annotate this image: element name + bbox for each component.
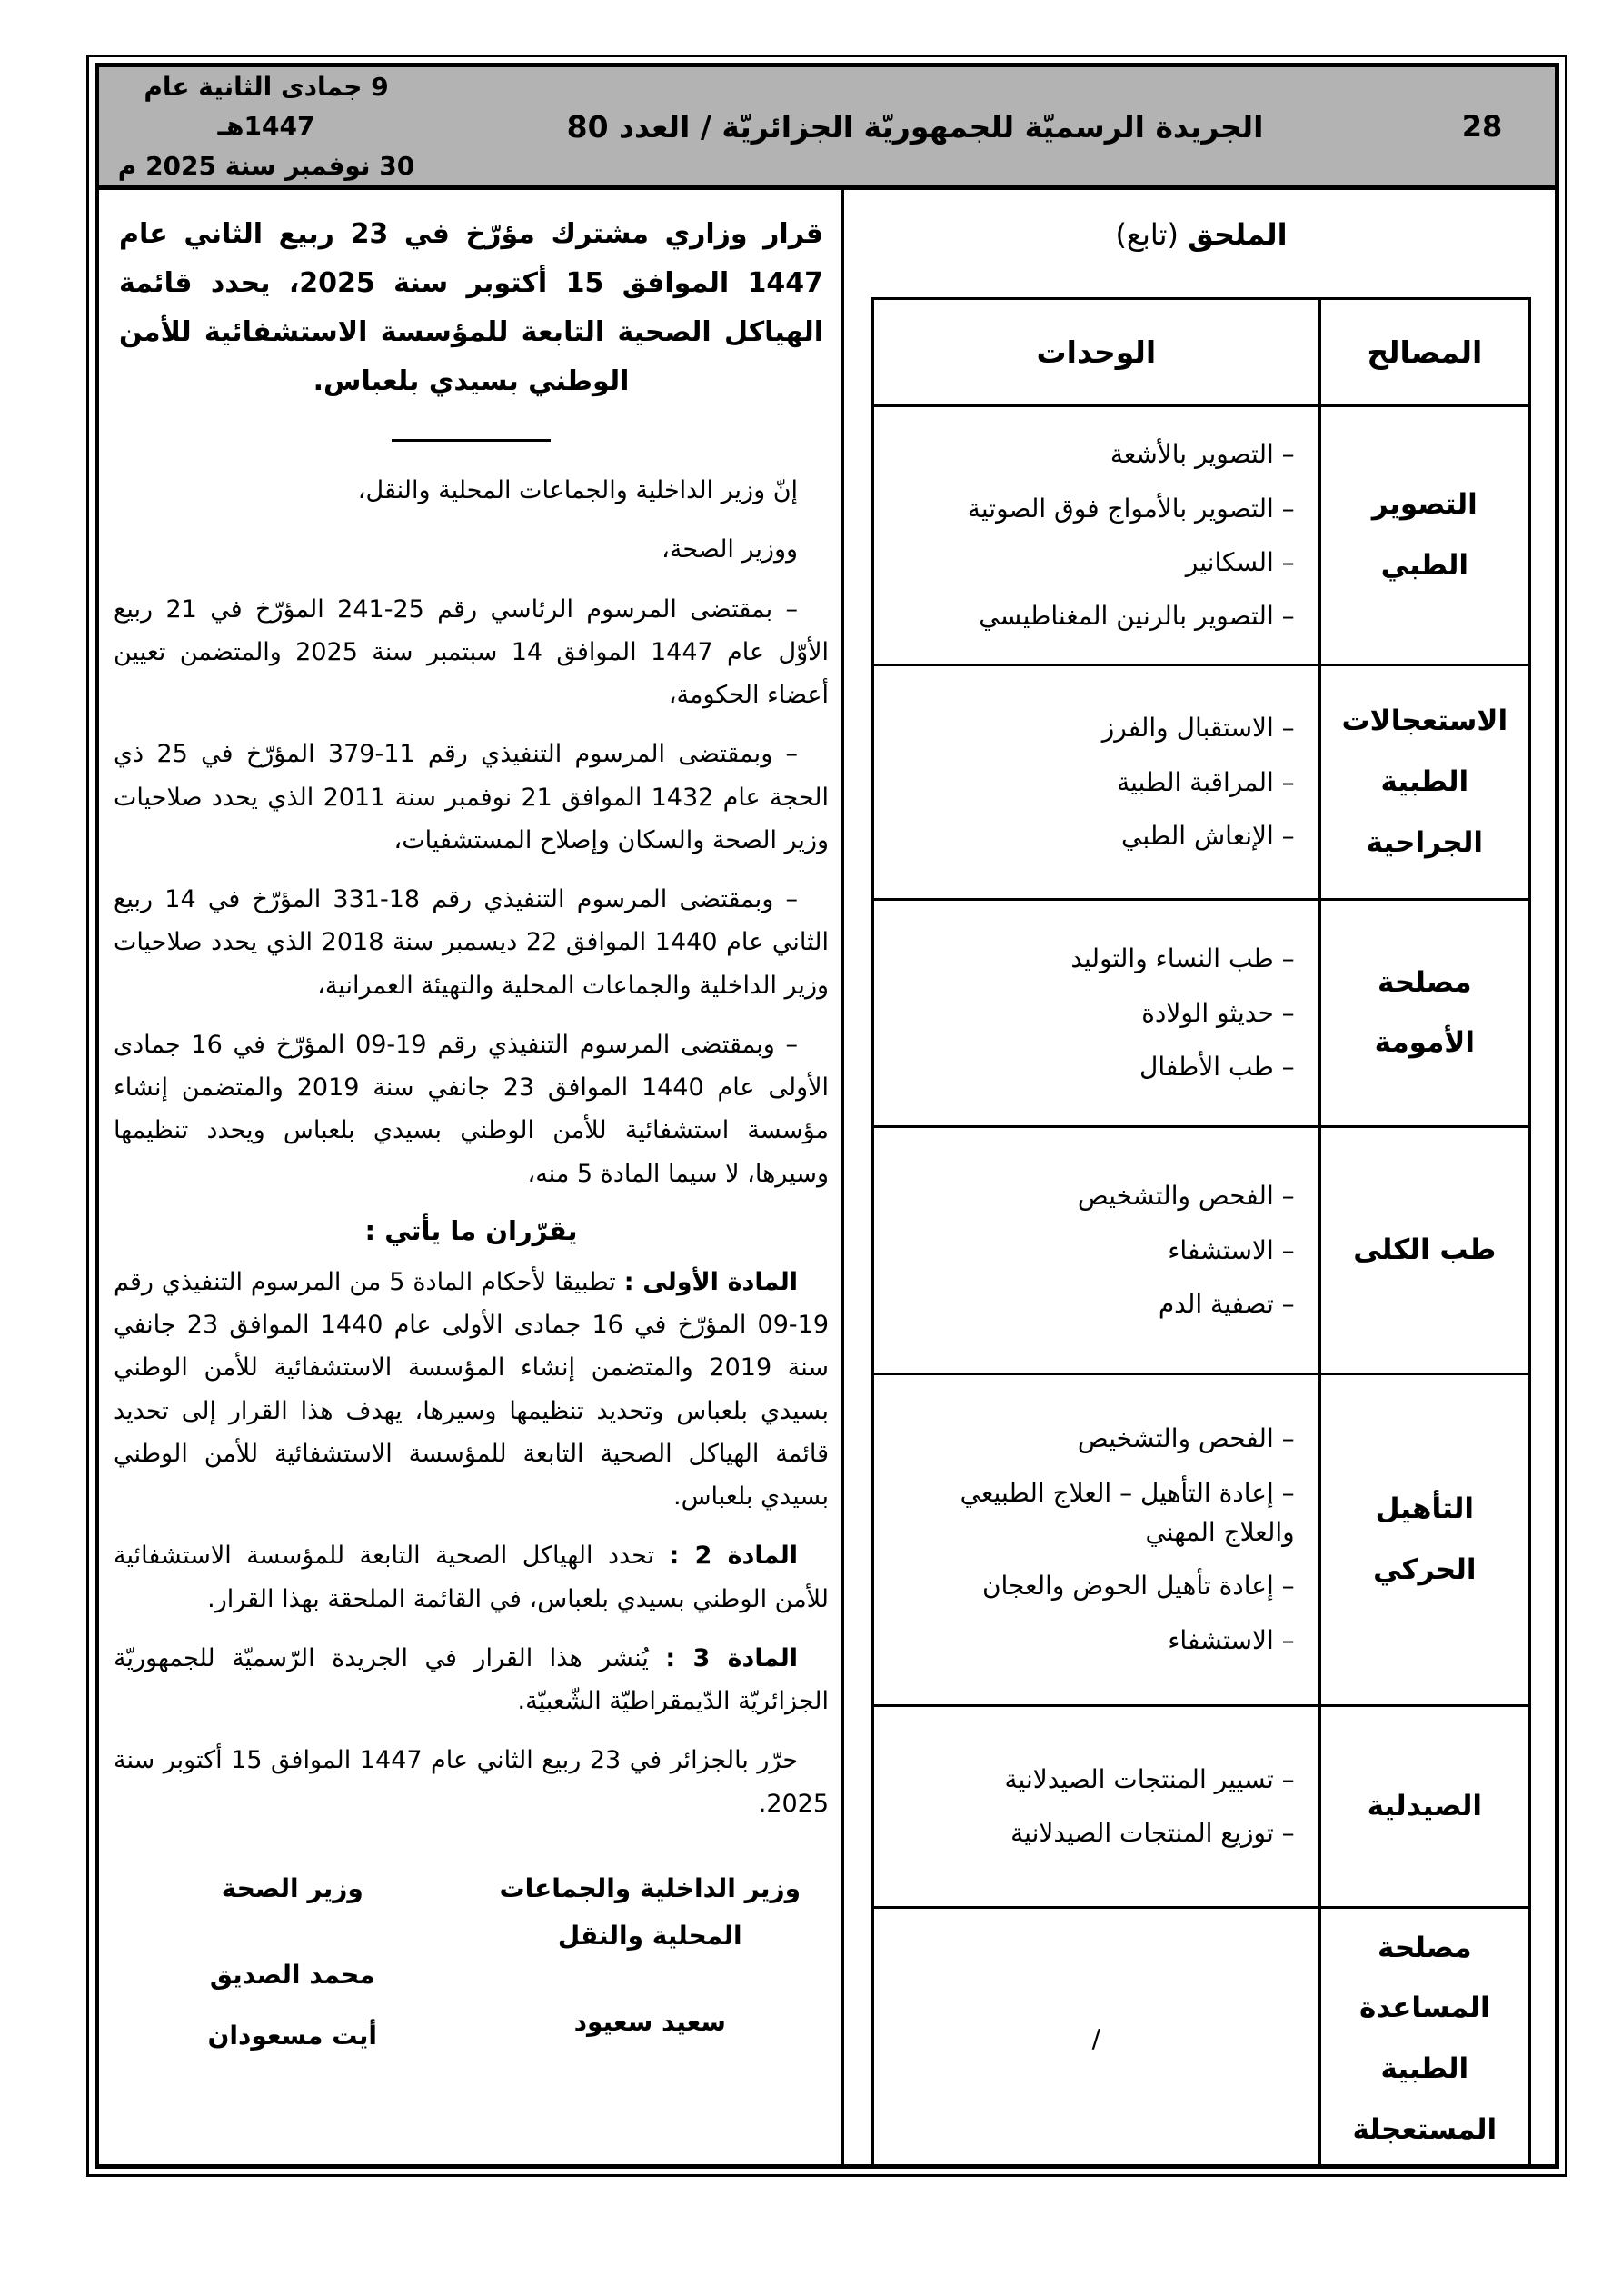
date-hijri: 9 جمادى الثانية عام 1447هـ [144,72,389,142]
table-row [873,1373,1530,1705]
unit-item: – الفحص والتشخيص [1077,1423,1295,1454]
table-row [873,1705,1530,1907]
date-gregorian: 30 نوفمبر سنة 2025 م [117,150,415,181]
preamble-paragraph: – وبمقتضى المرسوم التنفيذي رقم 19-09 المؤرّخ في 16 جمادى الأولى عام 1440 الموافق 23 جانفي سنة 2019 والمتضمن إنشاء مؤسسة استشفائية للأمن الوطني بسيدي بلعباس ويحدد تنظيمها وسيرها، لا سيما المادة 5 منه، [114,1030,830,1188]
unit-item: – تصفية الدم [1158,1288,1295,1319]
service-cell: مصلحة المساعدة الطبية المستعجلة [1319,1907,1529,2164]
health-minister-title: وزير الصحة [221,1872,363,1903]
units-cell [873,664,1320,899]
article-paragraph: المادة 3 : يُنشر هذا القرار في الجريدة الرّسميّة للجمهوريّة الجزائريّة الدّيمقراطيّة الشّعبيّة. [114,1643,830,1716]
signature-block [114,1865,829,2051]
annex-table [871,297,1531,2164]
annex-title [871,217,1531,252]
unit-item: / [1091,2023,1101,2054]
unit-item: – تسيير المنتجات الصيدلانية [1004,1763,1295,1794]
preamble-paragraph: إنّ وزير الداخلية والجماعات المحلية والنقل، [357,476,799,505]
unit-item: – إعادة تأهيل الحوض والعجان [981,1571,1295,1602]
unit-item: – الاستقبال والفرز [1101,713,1295,744]
decision-heading: يقرّران ما يأتي : [364,1214,578,1246]
interior-minister-title: وزير الداخلية والجماعات المحلية والنقل [499,1872,801,1951]
service-cell: التأهيل الحركي [1319,1373,1529,1705]
unit-item: – التصوير بالأشعة [1110,439,1295,470]
unit-item: – التصوير بالأمواج فوق الصوتية [967,493,1295,524]
annex-table-body [873,406,1530,2164]
service-cell: الصيدلية [1319,1705,1529,1907]
unit-item: – طب الأطفال [1139,1051,1295,1082]
article-label: المادة 3 : [665,1643,799,1672]
unit-item: – توزيع المنتجات الصيدلانية [1010,1818,1295,1849]
units-cell [873,1705,1320,1907]
table-row [873,1126,1530,1373]
units-cell [873,1126,1320,1373]
page-frame-outer [86,55,1567,2177]
title-divider-rule [392,439,551,442]
decree-column [99,190,841,2164]
signature-health-minister [114,1865,472,2051]
unit-item: – حديثو الولادة [1141,997,1295,1028]
signature-interior-minister [472,1865,830,2051]
page-number: 28 [1461,109,1503,145]
table-row [873,664,1530,899]
unit-item: – المراقبة الطبية [1117,766,1295,797]
service-cell: طب الكلى [1319,1126,1529,1373]
units-cell [873,406,1320,665]
annex-title-suffix: (تابع) [1115,217,1179,253]
unit-item: – الاستشفاء [1168,1234,1295,1265]
masthead-dates [99,67,421,185]
table-row [873,406,1530,665]
unit-item: – الإنعاش الطبي [1121,820,1295,851]
units-cell [873,1373,1320,1705]
units-column-header: الوحدات [873,299,1320,406]
masthead [99,67,1555,190]
units-cell [873,1907,1320,2164]
page-content [99,190,1555,2164]
article-paragraph: المادة 2 : تحدد الهياكل الصحية التابعة للمؤسسة الاستشفائية للأمن الوطني بسيدي بلعباس، في القائمة الملحقة بهذا القرار. [114,1542,830,1613]
service-cell: الاستعجالات الطبية الجراحية [1319,664,1529,899]
page-frame-inner [95,63,1559,2169]
decree-articles [114,1261,829,1723]
table-header-row [873,299,1530,406]
closing-line: حرّر بالجزائر في 23 ربيع الثاني عام 1447 الموافق 15 أكتوبر سنة 2025. [114,1746,830,1818]
services-column-header: المصالح [1319,299,1529,406]
unit-item: – طب النساء والتوليد [1070,943,1295,974]
article-paragraph: المادة الأولى : تطبيقا لأحكام المادة 5 من المرسوم التنفيذي رقم 19-09 المؤرّخ في 16 جمادى الأولى عام 1440 الموافق 23 جانفي سنة 2019 والمتضمن إنشاء المؤسسة الاستشفائية للأمن الوطني بسيدي بلعباس وتحديد تنظيمها وسيرها، يهدف هذا القرار إلى تحديد قائمة الهياكل الصحية التابعة للمؤسسة الاستشفائية للأمن الوطني بسيدي بلعباس. [114,1267,830,1512]
unit-item: – الفحص والتشخيص [1077,1181,1295,1212]
annex-column [841,190,1555,2164]
health-minister-name-line1: محمد الصديق [209,1959,375,1990]
units-cell [873,899,1320,1126]
preamble-paragraph: – وبمقتضى المرسوم التنفيذي رقم 18-331 المؤرّخ في 14 ربيع الثاني عام 1440 الموافق 22 ديسمبر سنة 2018 الذي يحدد صلاحيات وزير الداخلية والجماعات المحلية والتهيئة العمرانية، [114,885,830,1000]
table-row [873,899,1530,1126]
table-row [873,1907,1530,2164]
unit-item: – إعادة التأهيل – العلاج الطبيعي والعلاج المهني [960,1477,1295,1548]
health-minister-name-line2: أيت مسعودان [207,2020,378,2051]
unit-item: – السكانير [1185,546,1295,577]
unit-item: – التصوير بالرنين المغناطيسي [979,601,1295,632]
gazette-title: الجريدة الرسميّة للجمهوريّة الجزائريّة / العدد 80 [566,108,1264,145]
article-label: المادة 2 : [669,1542,799,1571]
decree-preamble [114,469,829,1195]
article-label: المادة الأولى : [623,1267,799,1296]
preamble-paragraph: ووزير الصحة، [662,535,799,564]
interior-minister-name: سعيد سعيود [573,2006,726,2037]
unit-item: – الاستشفاء [1168,1624,1295,1655]
annex-table-header [873,299,1530,406]
service-cell: التصوير الطبي [1319,406,1529,665]
preamble-paragraph: – بمقتضى المرسوم الرئاسي رقم 25-241 المؤرّخ في 21 ربيع الأوّل عام 1447 الموافق 14 سبتمبر سنة 2025 والمتضمن تعيين أعضاء الحكومة، [114,594,830,710]
preamble-paragraph: – وبمقتضى المرسوم التنفيذي رقم 11-379 المؤرّخ في 25 ذي الحجة عام 1432 الموافق 21 نوفمبر سنة 2011 الذي يحدد صلاحيات وزير الصحة والسكان وإصلاح المستشفيات، [114,740,830,854]
annex-title-word: الملحق [1188,217,1288,253]
decree-title: قرار وزاري مشترك مؤرّخ في 23 ربيع الثاني عام 1447 الموافق 15 أكتوبر سنة 2025، يحدد قائمة الهياكل الصحية التابعة للمؤسسة الاستشفائية للأمن الوطني بسيدي بلعباس. [119,218,824,398]
service-cell: مصلحة الأمومة [1319,899,1529,1126]
